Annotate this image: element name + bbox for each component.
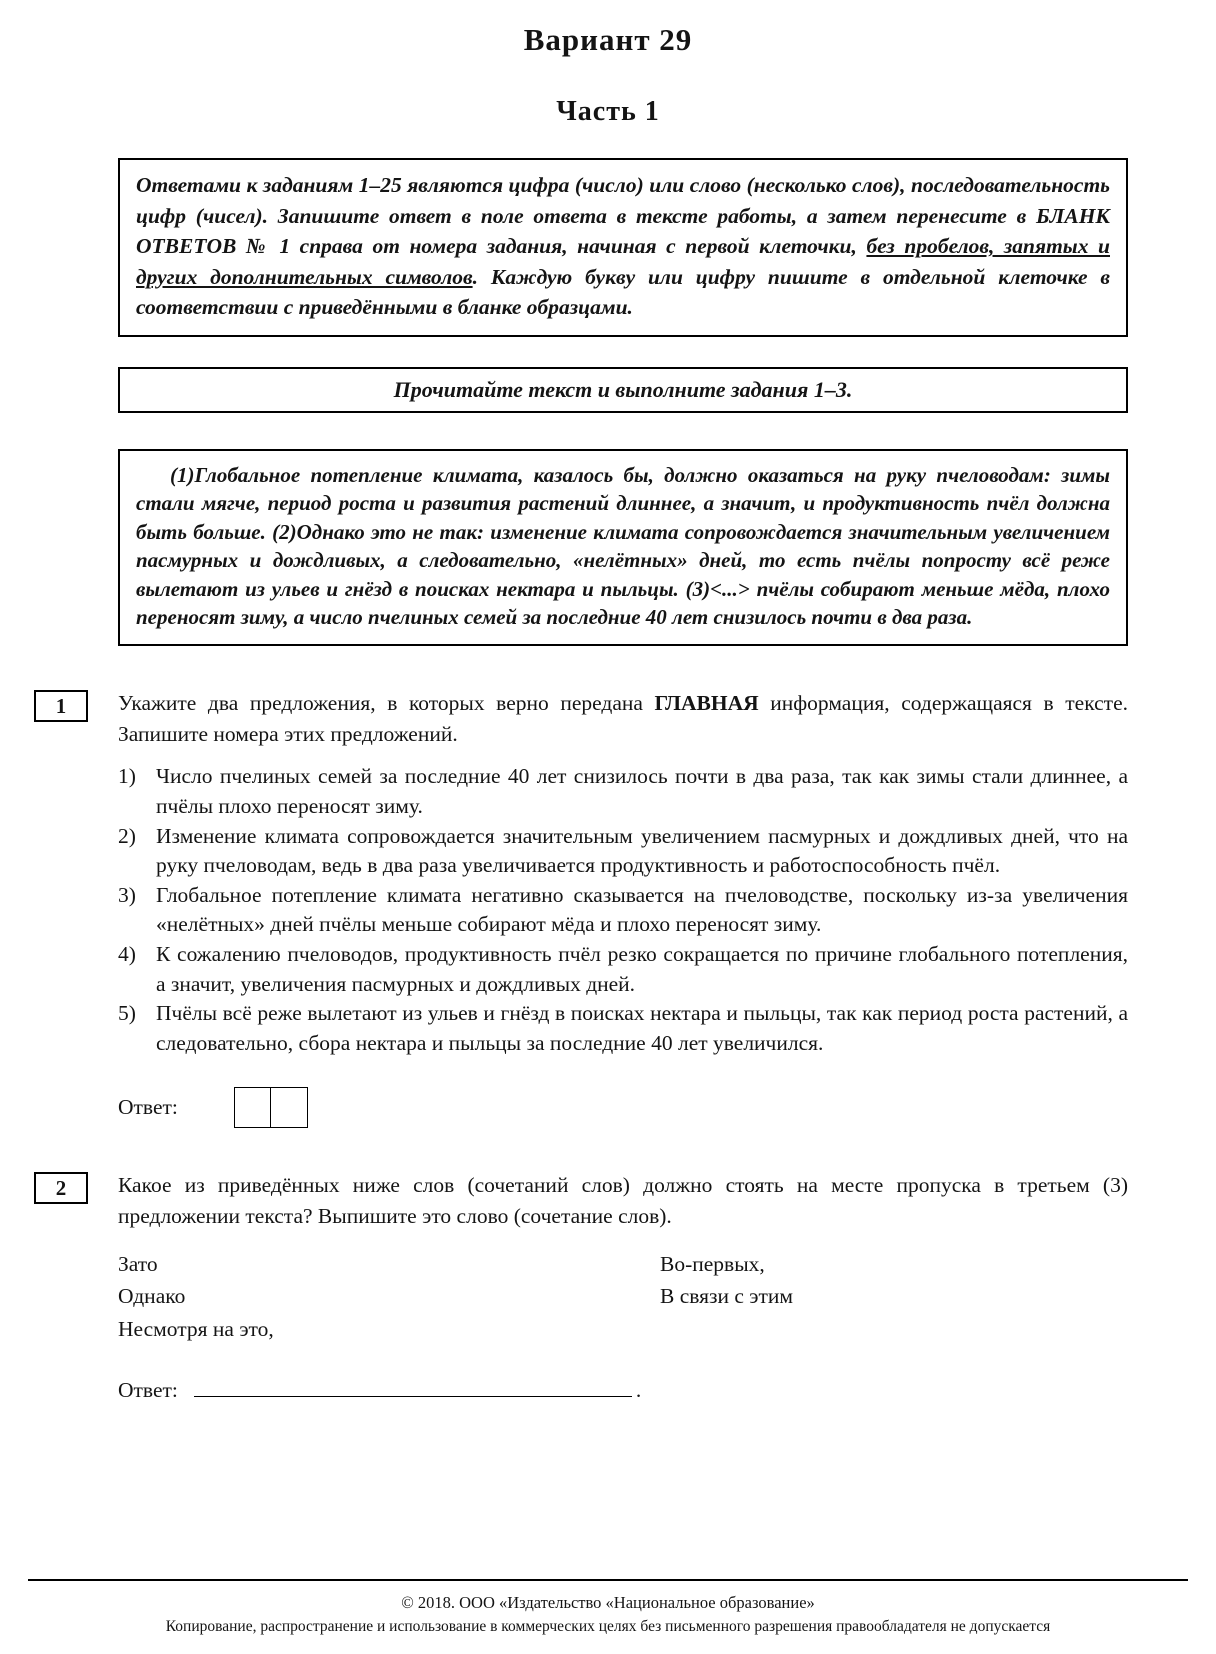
question-1-number-box: 1 xyxy=(34,690,88,722)
question-1-emphasis: ГЛАВНАЯ xyxy=(654,690,759,715)
q2-option-nesmotrya: Несмотря на это, xyxy=(118,1316,274,1341)
option-2-number: 2) xyxy=(118,823,136,848)
instructions-text-end: . Каждую букву или цифру пишите в отдельной клеточке в соответствии с приведёнными в бланке образцами. xyxy=(136,264,1110,320)
question-2-answer-row xyxy=(118,1375,1128,1404)
question-2-answer-label: Ответ: xyxy=(118,1378,178,1403)
question-2 xyxy=(55,1170,1128,1404)
footer-copyright: © 2018. ООО «Издательство «Национальное образование» xyxy=(401,1593,815,1612)
question-1-text-before: Укажите два предложения, в которых верно передана xyxy=(118,690,655,715)
page-footer xyxy=(0,1579,1216,1636)
content-area xyxy=(55,158,1128,1403)
option-1-text: Число пчелиных семей за последние 40 лет снизилось почти в два раза, так как зимы стали длиннее, а пчёлы плохо переносят зиму. xyxy=(156,764,1128,818)
answer-cell-1[interactable] xyxy=(234,1087,271,1128)
question-1-answer-cells xyxy=(234,1087,308,1128)
question-2-number-box: 2 xyxy=(34,1172,88,1204)
question-2-options-left xyxy=(118,1248,660,1345)
option-3 xyxy=(118,881,1128,940)
q2-option-vsvyazi: В связи с этим xyxy=(660,1284,794,1309)
question-1-text xyxy=(118,688,1128,750)
question-2-text: Какое из приведённых ниже слов (сочетаний слов) должно стоять на месте пропуска в третьем (3) предложении текста? Выпишите это слово (сочетание слов). xyxy=(118,1172,1128,1228)
instructions-text-underlined: без пробелов, запятых и других дополнительных символов xyxy=(136,234,1110,289)
option-3-text: Глобальное потепление климата негативно сказывается на пчеловодстве, поскольку из-за увеличения «нелётных» дней пчёлы меньше собирают мёда и плохо переносят зиму. xyxy=(156,882,1128,937)
answer-cell-2[interactable] xyxy=(271,1087,308,1128)
instructions-text-start: Ответами к заданиям 1–25 являются цифра (число) или слово (несколько слов), последовательность цифр (чисел). Запишите ответ в поле ответа в тексте работы, а затем перенесите в БЛАНК ОТВЕТОВ № 1 справа от номера задания, начиная с первой клеточки, xyxy=(136,173,1110,259)
option-5 xyxy=(118,999,1128,1058)
passage-text: (1)Глобальное потепление климата, казалось бы, должно оказаться на руку пчеловодам: зимы стали мягче, период роста и развития растений длиннее, а значит, и продуктивность пчёл должна быть больше. (2)Однако это не так: изменение климата сопровождается значительным увеличением пасмурных и дождливых, а следовательно, «нелётных» дней, то есть пчёлы попросту всё реже вылетают из ульев и гнёзд в поисках нектара и пыльцы. (3)<...> пчёлы собирают меньше мёда, плохо переносят зиму, а число пчелиных семей за последние 40 лет снизилось почти в два раза. xyxy=(136,462,1110,630)
q2-option-zato: Зато xyxy=(118,1252,158,1277)
option-4-number: 4) xyxy=(118,942,136,967)
q2-option-odnako: Однако xyxy=(118,1284,186,1309)
option-5-number: 5) xyxy=(118,1001,136,1026)
q2-option-vopervyh: Во-первых, xyxy=(660,1252,765,1277)
option-4 xyxy=(118,940,1128,999)
question-2-options-right xyxy=(660,1248,1202,1345)
option-1-number: 1) xyxy=(118,764,136,789)
variant-title: Вариант 29 xyxy=(523,22,693,57)
option-4-text: К сожалению пчеловодов, продуктивность пчёл резко сокращается по причине глобального потепления, а значит, увеличения пасмурных и дождливых дней. xyxy=(156,942,1128,996)
question-1-answer-row xyxy=(118,1087,1128,1128)
question-1 xyxy=(55,688,1128,1128)
question-2-options xyxy=(118,1248,1128,1345)
option-2 xyxy=(118,822,1128,881)
footer-legal-notice: Копирование, распространение и использование в коммерческих целях без письменного разрешения правообладателя не допускается xyxy=(165,1618,1051,1635)
footer-divider xyxy=(28,1579,1188,1581)
question-2-answer-period: . xyxy=(635,1378,642,1403)
option-1 xyxy=(118,762,1128,821)
passage-box xyxy=(118,449,1128,646)
reading-prompt-box xyxy=(118,367,1128,413)
question-1-text-after: информация, содержащаяся в тексте. Запишите номера этих предложений. xyxy=(118,690,1128,747)
reading-prompt-text: Прочитайте текст и выполните задания 1–3. xyxy=(393,376,853,402)
option-5-text: Пчёлы всё реже вылетают из ульев и гнёзд в поисках нектара и пыльцы, так как период роста растений, а следовательно, сбора нектара и пыльцы за последние 40 лет увеличился. xyxy=(156,1001,1128,1056)
question-2-answer-blank[interactable] xyxy=(194,1375,632,1398)
option-3-number: 3) xyxy=(118,882,136,907)
question-1-answer-label: Ответ: xyxy=(118,1094,178,1119)
instructions-box xyxy=(118,158,1128,337)
question-1-options xyxy=(118,762,1128,1059)
option-2-text: Изменение климата сопровождается значительным увеличением пасмурных и дождливых дней, что на руку пчеловодам, ведь в два раза увеличивается продуктивность и работоспособность пчёл. xyxy=(156,823,1128,878)
part-title: Часть 1 xyxy=(556,96,660,127)
